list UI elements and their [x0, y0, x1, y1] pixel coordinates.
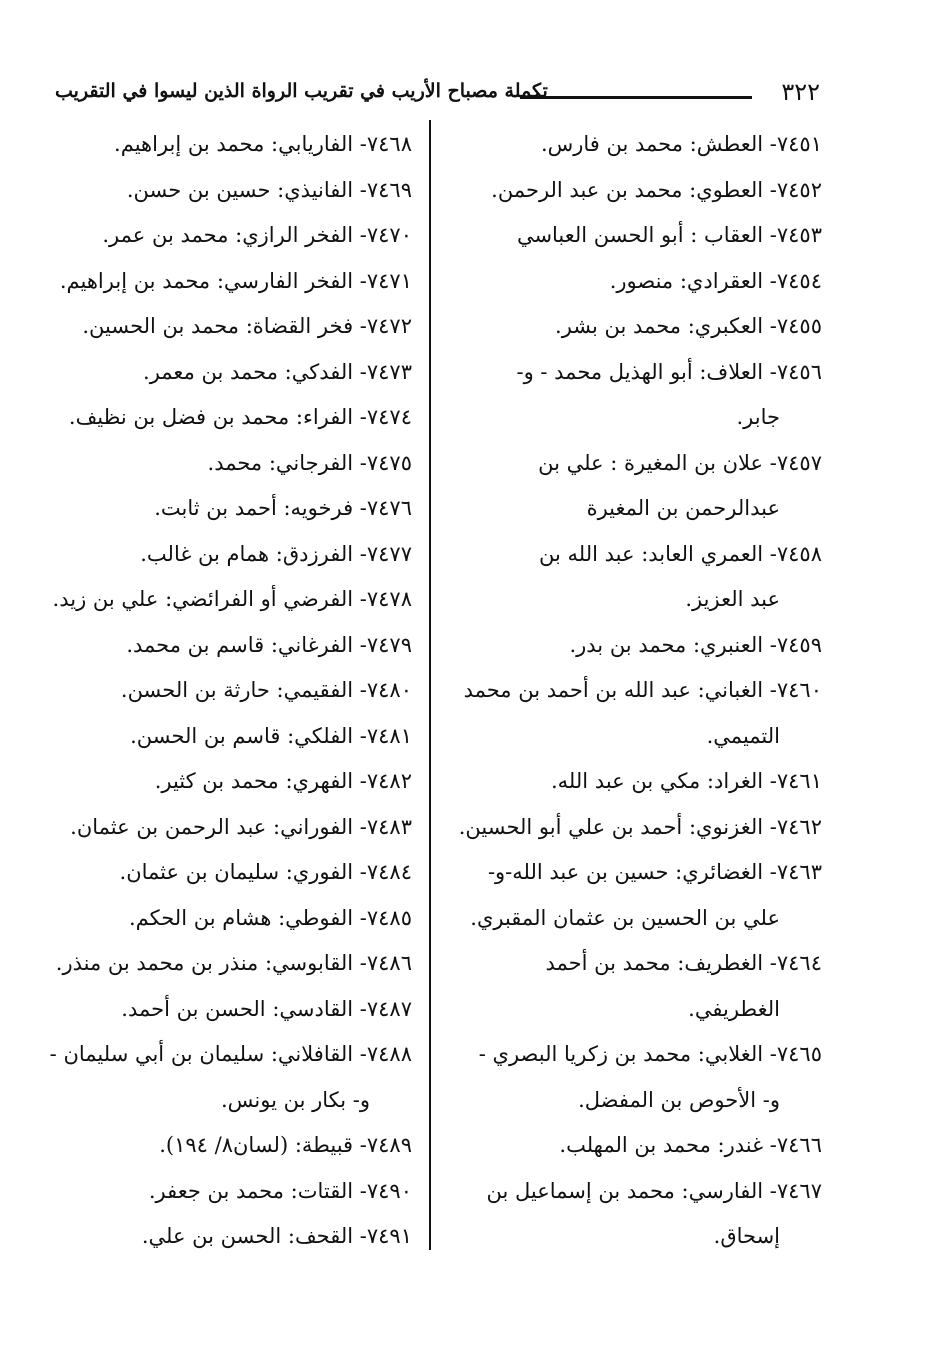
right-column [442, 122, 822, 1260]
entry-continuation: و- الأحوص بن المفضل. [578, 1087, 780, 1112]
index-entry [442, 304, 822, 350]
entry-continuation: إسحاق. [713, 1224, 780, 1248]
index-entry [442, 1032, 822, 1123]
index-entry [17, 668, 412, 714]
entry-text: ٧٤٩١- القحف: الحسن بن علي. [141, 1224, 412, 1248]
entry-text: ٧٤٥٦- العلاف: أبو الهذيل محمد - و- [516, 359, 822, 384]
index-entry [17, 304, 412, 350]
entry-text: ٧٤٨٩- قبيطة: (لسان٨/ ١٩٤). [159, 1133, 412, 1157]
index-entry [442, 259, 822, 305]
index-entry [17, 805, 412, 851]
entry-text: ٧٤٥٥- العكبري: محمد بن بشر. [555, 314, 822, 338]
index-entry [17, 350, 412, 396]
entry-text: ٧٤٥١- العطش: محمد بن فارس. [540, 132, 822, 156]
entry-text: ٧٤٨٧- القادسي: الحسن بن أحمد. [121, 996, 412, 1021]
entry-text: ٧٤٨٢- الفهري: محمد بن كثير. [154, 769, 412, 793]
entry-text: ٧٤٥٣- العقاب : أبو الحسن العباسي [516, 223, 822, 247]
entry-text: ٧٤٦٦- غندر: محمد بن المهلب. [559, 1133, 822, 1157]
entry-text: ٧٤٧٦- فرخويه: أحمد بن ثابت. [154, 496, 412, 520]
index-entry [442, 1169, 822, 1260]
index-entry [17, 896, 412, 942]
index-entry [442, 623, 822, 669]
page-header [55, 70, 820, 116]
entry-text: ٧٤٨٨- القافلاني: سليمان بن أبي سليمان - [49, 1042, 412, 1066]
entry-text: ٧٤٨٠- الفقيمي: حارثة بن الحسن. [120, 678, 412, 702]
index-entry [442, 941, 822, 1032]
entry-continuation: الغطريفي. [688, 996, 780, 1021]
page-number: ٣٢٢ [781, 78, 820, 106]
entry-text: ٧٤٧٩- الفرغاني: قاسم بن محمد. [126, 632, 412, 657]
entry-continuation: و- بكار بن يونس. [220, 1087, 370, 1112]
entry-text: ٧٤٦٨- الفاريابي: محمد بن إبراهيم. [114, 132, 412, 156]
entry-text: ٧٤٧٥- الفرجاني: محمد. [207, 450, 412, 475]
entry-text: ٧٤٦٩- الفانيذي: حسين بن حسن. [126, 177, 412, 202]
index-entry [442, 350, 822, 441]
entry-text: ٧٤٨٣- الفوراني: عبد الرحمن بن عثمان. [70, 814, 412, 839]
entry-text: ٧٤٧٠- الفخر الرازي: محمد بن عمر. [102, 223, 412, 247]
index-entry [442, 213, 822, 259]
index-entry [442, 668, 822, 759]
entry-text: ٧٤٨٥- الفوطي: هشام بن الحكم. [129, 905, 412, 930]
index-entry [17, 1123, 412, 1169]
entry-text: ٧٤٦٥- الغلابي: محمد بن زكريا البصري - [478, 1042, 822, 1066]
entry-text: ٧٤٩٠- القتات: محمد بن جعفر. [148, 1178, 412, 1203]
index-entry [17, 1214, 412, 1260]
index-entry [442, 122, 822, 168]
entry-text: ٧٤٦٣- الغضائري: حسين بن عبد الله-و- [487, 860, 822, 884]
index-entry [442, 850, 822, 941]
index-entry [17, 1169, 412, 1215]
entry-continuation: عبد العزيز. [685, 587, 780, 611]
left-column [17, 122, 412, 1260]
index-entry [442, 441, 822, 532]
entry-text: ٧٤٧١- الفخر الفارسي: محمد بن إبراهيم. [59, 268, 412, 293]
index-entry [17, 213, 412, 259]
entry-text: ٧٤٦٤- الغطريف: محمد بن أحمد [545, 951, 822, 975]
entry-text: ٧٤٦٠- الغباني: عبد الله بن أحمد بن محمد [463, 678, 822, 702]
index-entry [17, 623, 412, 669]
entry-text: ٧٤٨٦- القابوسي: منذر بن محمد بن منذر. [55, 951, 412, 975]
index-entry [442, 759, 822, 805]
entry-text: ٧٤٦٢- الغزنوي: أحمد بن علي أبو الحسين. [458, 814, 822, 839]
index-entry [17, 168, 412, 214]
entry-continuation: علي بن الحسين بن عثمان المقبري. [470, 905, 780, 930]
index-entry [17, 850, 412, 896]
entry-text: ٧٤٧٧- الفرزدق: همام بن غالب. [140, 541, 412, 566]
index-entry [17, 441, 412, 487]
index-entry [17, 941, 412, 987]
entry-text: ٧٤٦١- الغراد: مكي بن عبد الله. [551, 769, 822, 793]
index-entry [442, 532, 822, 623]
index-entry [17, 714, 412, 760]
entry-text: ٧٤٧٤- الفراء: محمد بن فضل بن نظيف. [68, 405, 412, 429]
index-entry [17, 395, 412, 441]
index-entry [17, 1032, 412, 1123]
book-title: تكملة مصباح الأريب في تقريب الرواة الذين ليسوا في التقريب [55, 80, 548, 102]
entry-text: ٧٤٨١- الفلكي: قاسم بن الحسن. [130, 723, 412, 748]
entry-text: ٧٤٥٢- العطوي: محمد بن عبد الرحمن. [491, 177, 822, 202]
header-rule [520, 96, 752, 99]
entry-continuation: جابر. [736, 405, 780, 429]
entry-text: ٧٤٧٢- فخر القضاة: محمد بن الحسين. [82, 314, 412, 338]
index-entry [17, 486, 412, 532]
index-entry [442, 168, 822, 214]
entry-continuation: عبدالرحمن بن المغيرة [586, 496, 780, 520]
index-entry [17, 577, 412, 623]
index-entry [442, 805, 822, 851]
entry-text: ٧٤٥٧- علان بن المغيرة : علي بن [538, 450, 822, 475]
column-divider [429, 120, 431, 1250]
index-entry [17, 259, 412, 305]
entry-text: ٧٤٧٣- الفدكي: محمد بن معمر. [143, 359, 412, 384]
entry-text: ٧٤٥٨- العمري العابد: عبد الله بن [539, 541, 822, 566]
index-entry [17, 759, 412, 805]
entry-text: ٧٤٦٧- الفارسي: محمد بن إسماعيل بن [486, 1178, 822, 1203]
index-entry [17, 987, 412, 1033]
entry-text: ٧٤٥٤- العقرادي: منصور. [609, 268, 822, 293]
entry-continuation: التميمي. [706, 723, 780, 748]
entry-text: ٧٤٥٩- العنبري: محمد بن بدر. [569, 632, 822, 657]
index-entry [17, 532, 412, 578]
index-entry [17, 122, 412, 168]
entry-text: ٧٤٧٨- الفرضي أو الفرائضي: علي بن زيد. [52, 587, 412, 611]
index-entry [442, 1123, 822, 1169]
entry-text: ٧٤٨٤- الفوري: سليمان بن عثمان. [119, 860, 412, 884]
